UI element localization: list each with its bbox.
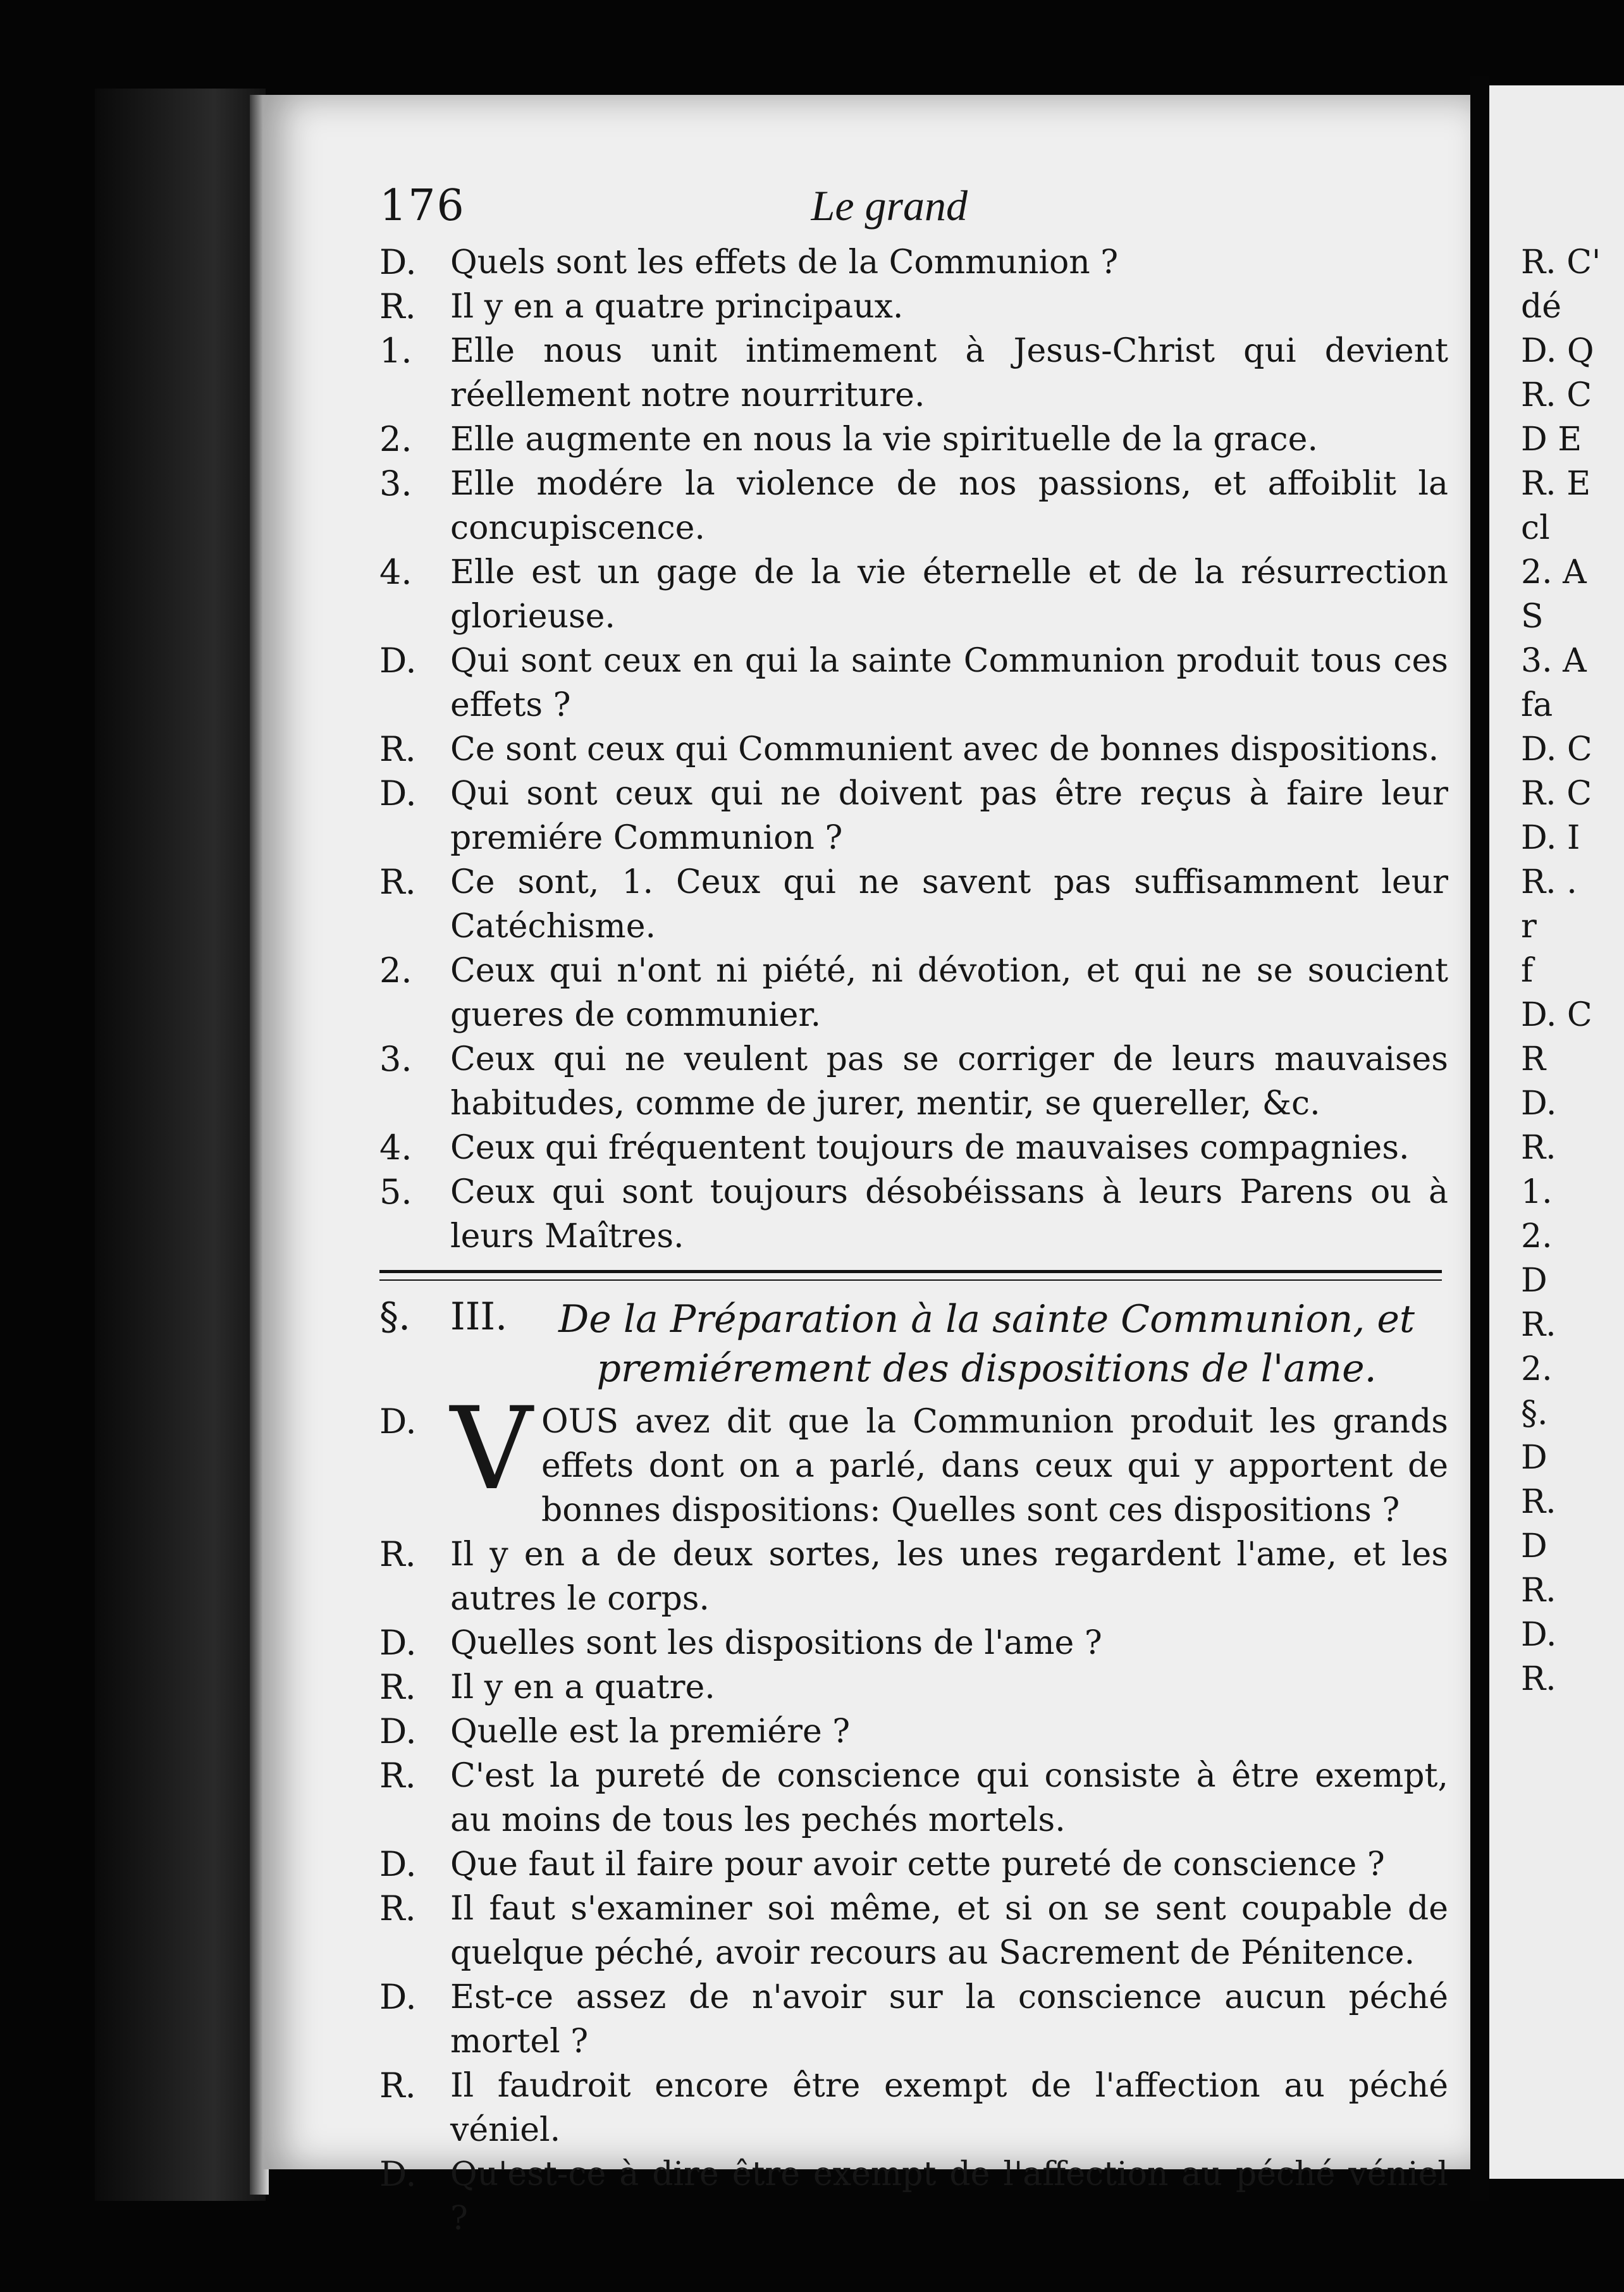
facing-page-line: R (1521, 1040, 1546, 1078)
first-question (379, 1383, 1448, 1532)
facing-page-line: S (1521, 598, 1544, 636)
entry-label: R. (379, 1667, 416, 1707)
entry-text: Il faut s'examiner soi même, et si on se sent coupable de quelque péché, avoir recours au Sacrement de Pénitence. (450, 1890, 1448, 1972)
qa-entry (379, 1975, 1448, 2064)
facing-page-line: D. I (1521, 819, 1580, 857)
book-spine (95, 89, 266, 2201)
catechism-entries-top (379, 240, 1448, 1259)
entry-text: Il faudroit encore être exempt de l'affection au péché véniel. (450, 2067, 1448, 2149)
entry-label: D. (379, 2154, 417, 2194)
qa-entry (379, 860, 1448, 949)
facing-page-line: r (1521, 908, 1537, 946)
facing-page-line: R. C' (1521, 243, 1601, 281)
facing-page-line: D. (1521, 1616, 1557, 1654)
facing-page-line: R. (1521, 1660, 1556, 1698)
entry-label: D. (379, 1623, 417, 1663)
entry-text: Qu'est-ce à dire être exempt de l'affection au péché véniel ? (450, 2155, 1448, 2238)
entry-text: Quels sont les effets de la Communion ? (450, 243, 1119, 281)
qa-entry (379, 462, 1448, 550)
facing-page-line: 2. (1521, 1350, 1553, 1388)
entry-text: Elle est un gage de la vie éternelle et de la résurrection glorieuse. (450, 553, 1448, 636)
facing-page-line: 2. A (1521, 553, 1587, 591)
section-mark: §. (379, 1295, 411, 1339)
entry-label: R. (379, 1756, 416, 1796)
entry-text: Ce sont, 1. Ceux qui ne savent pas suffisamment leur Catéchisme. (450, 863, 1448, 946)
entry-label: D. (379, 773, 417, 813)
qa-entry (379, 1126, 1448, 1170)
facing-page-line: D. C (1521, 730, 1592, 768)
facing-page-line: fa (1521, 686, 1553, 724)
facing-page-line: D E (1521, 421, 1582, 459)
section-title-line-1: De la Préparation à la sainte Communion, et (558, 1297, 1415, 1341)
entry-label: 3. (379, 464, 412, 503)
facing-page-line: R. (1521, 1572, 1556, 1610)
facing-page-line: 3. A (1521, 642, 1587, 680)
entry-label: D. (379, 1711, 417, 1751)
qa-entry (379, 2064, 1448, 2152)
facing-page-line: D. Q (1521, 332, 1594, 370)
qa-entry (379, 2152, 1448, 2241)
facing-page-line: R. (1521, 1129, 1556, 1167)
drop-cap: V (450, 1383, 532, 1515)
entry-label: D. (379, 1977, 417, 2017)
entry-label: 5. (379, 1172, 412, 1212)
entry-label: R. (379, 729, 416, 769)
entry-text: Ceux qui n'ont ni piété, ni dévotion, et qui ne se soucient gueres de communier. (450, 952, 1448, 1034)
facing-page-line: R. C (1521, 376, 1592, 414)
page-number: 176 (379, 181, 465, 231)
entry-label: R. (379, 862, 416, 902)
facing-page-line: R. (1521, 1306, 1556, 1344)
facing-page-line: dé (1521, 288, 1562, 326)
qa-entry (379, 550, 1448, 639)
entry-text: C'est la pureté de conscience qui consiste à être exempt, au moins de tous les pechés mortels. (450, 1757, 1448, 1839)
qa-entry (379, 727, 1448, 772)
section-heading (379, 1295, 1448, 1393)
entry-text: Ceux qui sont toujours désobéissans à leurs Parens ou à leurs Maîtres. (450, 1173, 1448, 1255)
entry-text: Ce sont ceux qui Communient avec de bonnes dispositions. (450, 730, 1439, 768)
qa-entry (379, 1710, 1448, 1754)
qa-entry (379, 1170, 1448, 1259)
entry-text: Elle modére la violence de nos passions, et affoiblit la concupiscence. (450, 465, 1448, 547)
entry-text: Elle augmente en nous la vie spirituelle de la grace. (450, 421, 1318, 459)
facing-page-line: cl (1521, 509, 1550, 547)
entry-text: Quelle est la premiére ? (450, 1713, 851, 1751)
section-title-line-2: premiérement des dispositions de l'ame. (596, 1346, 1377, 1391)
facing-page-line: R. (1521, 1483, 1556, 1521)
entry-label: D. (379, 1844, 417, 1884)
qa-entry (379, 285, 1448, 329)
entry-label: D. (379, 641, 417, 681)
qa-entry (379, 417, 1448, 462)
entry-label: 2. (379, 951, 412, 990)
entry-text: Elle nous unit intimement à Jesus-Christ qui devient réellement notre nourriture. (450, 332, 1448, 414)
entry-label: 4. (379, 1128, 412, 1168)
qa-entry (379, 240, 1448, 285)
facing-page-line: 1. (1521, 1173, 1553, 1211)
entry-text: Il y en a quatre principaux. (450, 288, 904, 326)
entry-text: Qui sont ceux en qui la sainte Communion produit tous ces effets ? (450, 642, 1448, 724)
section-divider (379, 1270, 1442, 1281)
facing-page-line: R. E (1521, 465, 1591, 503)
running-title: Le grand (811, 182, 968, 230)
facing-page-fragments (1521, 240, 1601, 1701)
facing-page-line: D. C (1521, 996, 1592, 1034)
facing-page-line: D (1521, 1262, 1547, 1300)
catechism-entries-bottom (379, 1532, 1448, 2241)
facing-page-line: §. (1521, 1395, 1548, 1432)
entry-label: R. (379, 1888, 416, 1928)
page-gutter (1470, 76, 1489, 2201)
qa-entry (379, 1532, 1448, 1621)
section-number: III. (450, 1295, 508, 1339)
entry-text: Il y en a de deux sortes, les unes regardent l'ame, et les autres le corps. (450, 1536, 1448, 1618)
qa-entry (379, 1842, 1448, 1887)
entry-text: Ceux qui ne veulent pas se corriger de leurs mauvaises habitudes, comme de jurer, mentir, se quereller, &c. (450, 1040, 1448, 1123)
facing-page-line: R. C (1521, 775, 1592, 813)
entry-text (450, 1383, 1448, 1532)
entry-label: D. (379, 242, 417, 282)
facing-page-line: 2. (1521, 1217, 1553, 1255)
entry-label: 2. (379, 419, 412, 459)
qa-entry (379, 1037, 1448, 1126)
qa-entry (379, 329, 1448, 417)
entry-text: Que faut il faire pour avoir cette pureté de conscience ? (450, 1845, 1385, 1883)
qa-entry (379, 1887, 1448, 1975)
page-content (379, 183, 1448, 2241)
first-question-text: OUS avez dit que la Communion produit les grands effets dont on a parlé, dans ceux qui y apportent de bonnes dispositions: Quelles sont ces dispositions ? (541, 1403, 1448, 1529)
qa-entry (379, 949, 1448, 1037)
entry-label: D. (379, 1402, 417, 1441)
entry-text: Quelles sont les dispositions de l'ame ? (450, 1624, 1102, 1662)
qa-entry (379, 772, 1448, 860)
entry-label: 3. (379, 1039, 412, 1079)
entry-label: R. (379, 2066, 416, 2105)
facing-page-line: D. (1521, 1085, 1557, 1123)
entry-text: Ceux qui fréquentent toujours de mauvaises compagnies. (450, 1129, 1410, 1167)
entry-label: 1. (379, 331, 412, 371)
facing-page-line: D (1521, 1527, 1547, 1565)
page-header (379, 183, 1448, 240)
entry-label: R. (379, 1534, 416, 1574)
entry-text: Qui sont ceux qui ne doivent pas être reçus à faire leur premiére Communion ? (450, 775, 1448, 857)
qa-entry (379, 1754, 1448, 1842)
entry-label: R. (379, 286, 416, 326)
entry-text: Est-ce assez de n'avoir sur la conscience aucun péché mortel ? (450, 1978, 1448, 2061)
entry-text: Il y en a quatre. (450, 1668, 715, 1706)
section-title (525, 1295, 1448, 1393)
qa-entry (379, 1621, 1448, 1665)
qa-entry (379, 1665, 1448, 1710)
facing-page-line: R. . (1521, 863, 1577, 901)
qa-entry (379, 639, 1448, 727)
entry-label: 4. (379, 552, 412, 592)
facing-page-line: D (1521, 1439, 1547, 1477)
facing-page-line: f (1521, 952, 1534, 990)
